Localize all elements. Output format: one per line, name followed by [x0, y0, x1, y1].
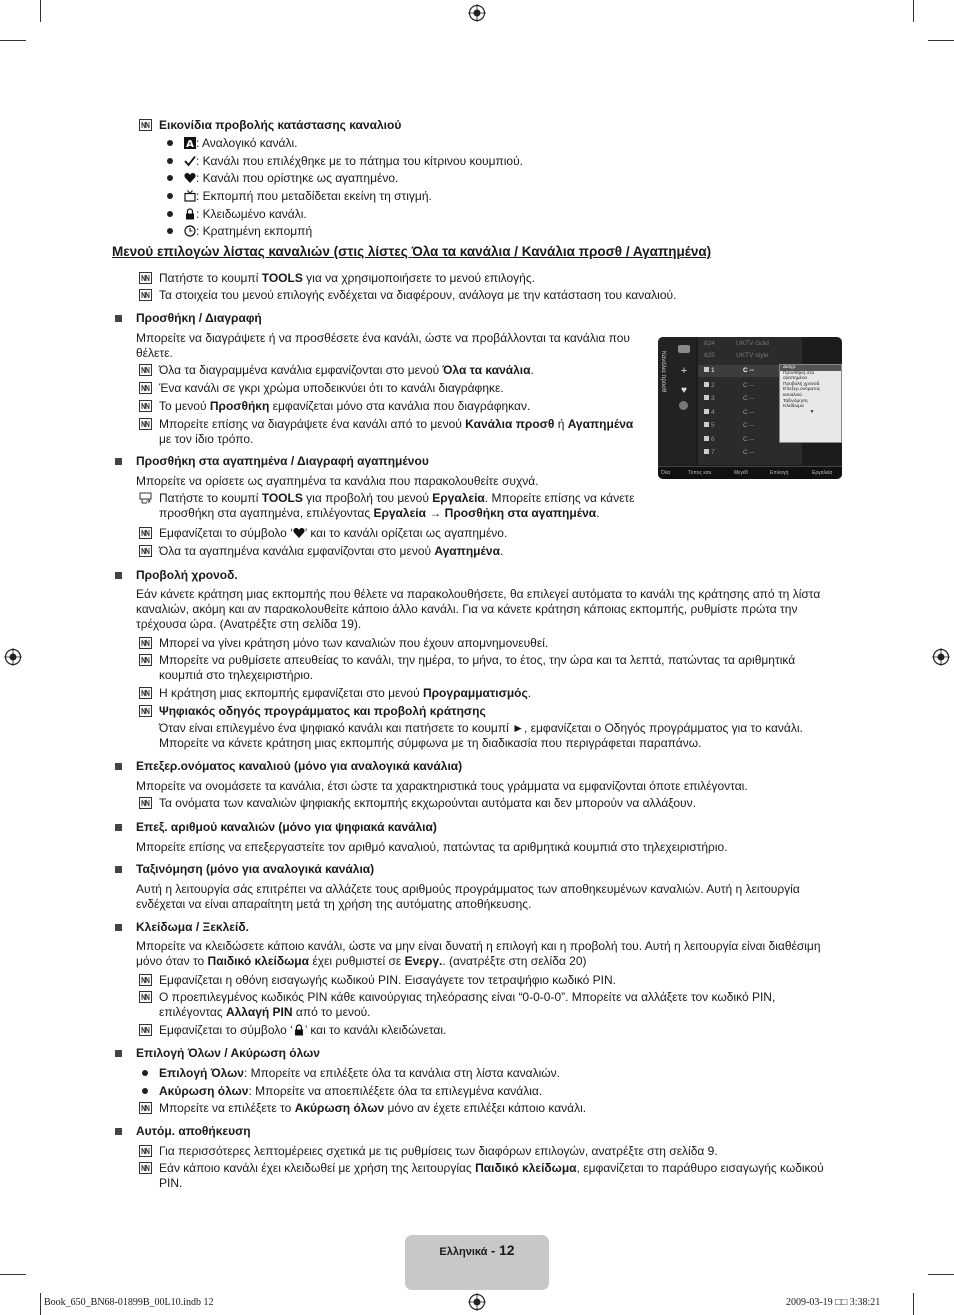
tv-channel-name: UKTV Gold [736, 340, 769, 347]
crop-mark [913, 1293, 914, 1315]
crop-mark [928, 40, 954, 41]
heading-rename: Επεξερ.ονόματος καναλιού (μόνο για αναλογικά κανάλια) [136, 759, 463, 773]
print-date: 2009-03-19 □□ 3:38:21 [786, 1297, 881, 1308]
list-item: Ακύρωση όλων: Μπορείτε να αποεπιλέξετε όλα τα επιλεγμένα κανάλια. [159, 1084, 543, 1098]
registration-mark-icon [4, 648, 22, 666]
tip-text: Πατήστε το κουμπί TOOLS για προβολή του μενού Εργαλεία. Μπορείτε επίσης να κάνετε [159, 491, 635, 505]
crop-mark [40, 0, 41, 22]
list-item: : Εκπομπή που μεταδίδεται εκείνη τη στιγμή. [184, 189, 432, 204]
bullet [142, 1070, 148, 1076]
crop-mark [928, 1274, 954, 1275]
paragraph: θέλετε. [136, 346, 173, 360]
list-item: : Κανάλι που επιλέχθηκε με το πάτημα του κίτρινου κουμπιού. [184, 154, 523, 169]
square-bullet [115, 824, 122, 831]
antenna-icon [678, 345, 690, 353]
tv-channel-row [704, 367, 780, 374]
popup-item: καναλιού [783, 392, 803, 398]
note-text: Μπορείτε να κάνετε κράτηση μιας εκπομπής σύμφωνα με τη διαδικασία που περιγράφεται παραπάνω. [159, 736, 702, 750]
tv-channel-number: 4 [711, 409, 715, 416]
note-text: Τα ονόματα των καναλιών ψηφιακής εκπομπής εκχωρούνται αυτόματα και δεν μπορούν να αλλάξουν. [159, 796, 696, 810]
crop-mark [0, 40, 26, 41]
tv-channel-number: 6 [711, 436, 715, 443]
tv-channel-name: C -- [743, 382, 754, 389]
note-icon [139, 1162, 152, 1174]
icons-title: Εικονίδια προβολής κατάστασης καναλιού [159, 118, 402, 132]
bullet [167, 175, 173, 181]
note-text: Μπορεί να γίνει κράτηση μόνο των καναλιών που έχουν απομνημονευθεί. [159, 636, 549, 650]
note-icon [139, 364, 152, 376]
square-bullet [115, 315, 122, 322]
note-icon [139, 1145, 152, 1157]
tv-footer-item: Εργαλεία [812, 470, 833, 476]
note-text: κουμπιά στο τηλεχειριστήριο. [159, 668, 314, 682]
paragraph: Μπορείτε επίσης να επεξεργαστείτε τον αριθμό καναλιού, πατώντας τα αριθμητικά κουμπιά στο τηλεχειριστήριο. [136, 840, 728, 854]
channel-type-icon [704, 367, 709, 372]
note-text: Εμφανίζεται η οθόνη εισαγωγής κωδικού PIN. Εισαγάγετε τον τετραψήφιο κωδικό PIN. [159, 973, 617, 987]
channel-type-icon [704, 382, 709, 387]
note-icon [139, 991, 152, 1003]
tv-channel-number: 824 [704, 340, 715, 347]
tv-channel-row [704, 409, 780, 416]
crop-mark [40, 1293, 41, 1315]
tv-channel-row [704, 382, 780, 389]
note-icon [139, 797, 152, 809]
section-title: Μενού επιλογών λίστας καναλιών (στις λίστες Όλα τα κανάλια / Κανάλια προσθ / Αγαπημένα) [112, 244, 712, 259]
tv-footer-item: Επιλογή [770, 470, 789, 476]
tv-channel-row [704, 352, 780, 359]
tv-footer-item: Όλα [661, 470, 671, 476]
list-item: Επιλογή Όλων: Μπορείτε να επιλέξετε όλα τα κανάλια στη λίστα καναλιών. [159, 1066, 560, 1080]
tv-channel-row [704, 395, 780, 402]
channel-type-icon [704, 449, 709, 454]
crop-mark [0, 1274, 26, 1275]
popup-item: Διαγρ. [780, 365, 841, 371]
heading-renumber: Επεξ. αριθμού καναλιών (μόνο για ψηφιακά κανάλια) [136, 820, 437, 834]
note-icon [139, 545, 152, 557]
heart-icon [293, 527, 305, 539]
list-item: : Κλειδωμένο κανάλι. [184, 207, 307, 222]
tv-channel-number: 5 [711, 422, 715, 429]
tv-channel-name: C -- [743, 395, 754, 402]
tv-channel-row [704, 449, 780, 456]
popup-item: Ταξινόμηση [783, 398, 808, 404]
heading-autostore: Αυτόμ. αποθήκευση [136, 1124, 251, 1138]
page-number: Ελληνικά - 12 [439, 1242, 515, 1258]
popup-item: Προβολή χρονοδ. [783, 381, 821, 387]
heart-icon [184, 172, 196, 184]
list-item: : Κρατημένη εκπομπή [184, 224, 312, 239]
note-icon [139, 654, 152, 666]
note-icon [139, 119, 152, 131]
note-text: PIN. [159, 1176, 183, 1190]
square-bullet [115, 924, 122, 931]
page-number-tab [405, 1235, 549, 1290]
tv-channel-row [704, 422, 780, 429]
note-text: Το μενού Προσθήκη εμφανίζεται μόνο στα κανάλια που διαγράφηκαν. [159, 399, 531, 413]
tip-text: προσθήκη στα αγαπημένα, επιλέγοντας Εργαλεία → Προσθήκη στα αγαπημένα. [159, 506, 600, 520]
square-bullet [115, 458, 122, 465]
heading-timer: Προβολή χρονοδ. [136, 568, 238, 582]
square-bullet [115, 866, 122, 873]
tv-channel-row [704, 436, 780, 443]
note-icon [139, 400, 152, 412]
note-icon [139, 687, 152, 699]
list-item: A : Αναλογικό κανάλι. [184, 136, 297, 151]
heading-select-all: Επιλογή Όλων / Ακύρωση όλων [136, 1046, 320, 1060]
crop-mark [913, 0, 914, 22]
tv-side-label: Κανάλια προσθ [660, 351, 666, 393]
note-text: Ψηφιακός οδηγός προγράμματος και προβολή κράτησης [159, 704, 486, 718]
channel-type-icon [704, 409, 709, 414]
tv-footer-item: Τύπος καν. [688, 470, 713, 476]
tv-channel-number: 1 [711, 367, 715, 374]
tv-icon [184, 190, 196, 202]
lock-icon [293, 1024, 305, 1036]
note-text: Εμφανίζεται το σύμβολο ‘ ’ και το κανάλι κλειδώνεται. [159, 1023, 447, 1037]
note-text: Η κράτηση μιας εκπομπής εμφανίζεται στο μενού Προγραμματισμός. [159, 686, 532, 700]
note-text: Τα στοιχεία του μενού επιλογής ενδέχεται να διαφέρουν, ανάλογα με την κατάσταση του καναλιού. [159, 288, 677, 302]
square-bullet [115, 572, 122, 579]
popup-item: Επεξερ.ονόματος [783, 387, 821, 393]
tv-tools-popup [779, 364, 842, 443]
note-icon [139, 272, 152, 284]
tv-channel-name: UKTV style [736, 352, 769, 359]
note-icon [139, 382, 152, 394]
note-text: Ένα κανάλι σε γκρι χρώμα υποδεικνύει ότι το κανάλι διαγράφηκε. [159, 381, 504, 395]
popup-item: Κλείδωμα [783, 404, 804, 410]
svg-text:A: A [186, 139, 194, 149]
square-bullet [115, 763, 122, 770]
tv-channel-number: 3 [711, 395, 715, 402]
tv-channel-name: C -- [743, 367, 754, 374]
tv-sidebar [658, 337, 696, 465]
heart-icon: ♥ [681, 385, 687, 396]
tools-icon [139, 492, 152, 504]
paragraph: ενδέχεται να είναι απαραίτητη μετά τη χρήση της αυτόματης αποθήκευσης. [136, 897, 532, 911]
square-bullet [115, 1128, 122, 1135]
tv-channel-list-screenshot [658, 337, 842, 479]
tv-footer-item: Μεγέθ [734, 470, 748, 476]
note-icon [139, 527, 152, 539]
square-bullet [115, 1050, 122, 1057]
paragraph: Εάν κάνετε κράτηση μιας εκπομπής που θέλετε να παρακολουθήσετε, θα επιλεγεί αυτόματα το κανάλι της κράτησης από τη λίστα [136, 587, 821, 601]
note-icon [139, 637, 152, 649]
note-icon [139, 705, 152, 717]
note-icon [139, 1024, 152, 1036]
bullet [167, 211, 173, 217]
tv-channel-name: C -- [743, 436, 754, 443]
tv-channel-number: 2 [711, 382, 715, 389]
note-text: Μπορείτε να επιλέξετε το Ακύρωση όλων μόνο αν έχετε επιλέξει κάποιο κανάλι. [159, 1101, 587, 1115]
note-text: Εμφανίζεται το σύμβολο ‘ ’ και το κανάλι ορίζεται ως αγαπημένο. [159, 526, 508, 540]
popup-item: αγαπημένα [783, 376, 807, 382]
heading-lock: Κλείδωμα / Ξεκλείδ. [136, 920, 249, 934]
analog-channel-icon [184, 137, 196, 149]
paragraph: τρέχουσα ώρα. (Ανατρέξτε στη σελίδα 19). [136, 617, 362, 631]
tv-channel-number: 825 [704, 352, 715, 359]
paragraph: Αυτή η λειτουργία σάς επιτρέπει να αλλάζετε τους αριθμούς προγράμματος των αποθηκευμένων καναλιών. Αυτή η λειτουργία [136, 882, 800, 896]
note-text: Όλα τα αγαπημένα κανάλια εμφανίζονται στο μενού Αγαπημένα. [159, 544, 504, 558]
paragraph: Μπορείτε να διαγράψετε ή να προσθέσετε ένα κανάλι, ώστε να προβάλλονται τα κανάλια που [136, 331, 630, 345]
tv-channel-name: C -- [743, 409, 754, 416]
tv-channel-name: C -- [743, 422, 754, 429]
paragraph: μόνο όταν το Παιδικό κλείδωμα έχει ρυθμιστεί σε Ενεργ.. (ανατρέξτε στη σελίδα 20) [136, 954, 587, 968]
channel-type-icon [704, 395, 709, 400]
note-text: Μπορείτε επίσης να διαγράψετε ένα κανάλι από το μενού Κανάλια προσθ ή Αγαπημένα [159, 417, 634, 431]
bullet [167, 140, 173, 146]
note-icon [139, 1102, 152, 1114]
note-icon [139, 974, 152, 986]
tv-footer [658, 466, 842, 479]
note-text: Μπορείτε να ρυθμίσετε απευθείας το κανάλι, την ημέρα, το μήνα, το έτος, την ώρα και τα λεπτά, πατώντας τα αριθμητικά [159, 653, 796, 667]
note-icon [139, 289, 152, 301]
heading-sort: Ταξινόμηση (μόνο για αναλογικά κανάλια) [136, 862, 375, 876]
note-icon [139, 418, 152, 430]
registration-mark-icon [468, 1293, 486, 1311]
tv-channel-row [704, 340, 780, 347]
note-text: Ο προεπιλεγμένος κωδικός PIN κάθε καινούργιας τηλεόρασης είναι “0-0-0-0”. Μπορείτε να αλλάξετε τον κωδικό PIN, [159, 990, 776, 1004]
registration-mark-icon [932, 648, 950, 666]
note-text: με τον ίδιο τρόπο. [159, 432, 254, 446]
registration-mark-icon [468, 4, 486, 22]
check-icon [184, 155, 196, 167]
note-text: Όταν είναι επιλεγμένο ένα ψηφιακό κανάλι και πατήσετε το κουμπί ►, εμφανίζεται ο Οδηγός προγράμματος για το κανάλι. [159, 721, 803, 735]
tv-channel-name: C -- [743, 449, 754, 456]
file-info: Book_650_BN68-01899B_00L10.indb 12 [44, 1297, 214, 1308]
note-text: επιλέγοντας Αλλαγή PIN από το μενού. [159, 1005, 371, 1019]
note-text: Όλα τα διαγραμμένα κανάλια εμφανίζονται στο μενού Όλα τα κανάλια. [159, 363, 534, 377]
popup-item: Προσθήκη στα [783, 370, 815, 376]
heading-favorites: Προσθήκη στα αγαπημένα / Διαγραφή αγαπημένου [136, 454, 429, 468]
note-text: Εάν κάποιο κανάλι έχει κλειδωθεί με χρήση της λειτουργίας Παιδικό κλείδωμα, εμφανίζεται το παράθυρο εισαγωγής κωδικού [159, 1161, 824, 1175]
heading-add-delete: Προσθήκη / Διαγραφή [136, 311, 262, 325]
note-text: Πατήστε το κουμπί TOOLS για να χρησιμοποιήσετε το μενού επιλογής. [159, 271, 535, 285]
paragraph: Μπορείτε να ονομάσετε τα κανάλια, έτσι ώστε τα χαρακτηριστικά τους γράμματα να εμφανίζονται όποτε επιλέγονται. [136, 779, 748, 793]
recording-icon [679, 401, 688, 410]
bullet [167, 158, 173, 164]
paragraph: Μπορείτε να κλειδώσετε κάποιο κανάλι, ώστε να μην είναι δυνατή η επιλογή και η προβολή του. Αυτή η λειτουργία είναι διαθέσιμη [136, 939, 821, 953]
paragraph: Μπορείτε να ορίσετε ως αγαπημένα τα κανάλια που παρακολουθείτε συχνά. [136, 474, 539, 488]
channel-type-icon [704, 436, 709, 441]
channel-type-icon [704, 422, 709, 427]
bullet [167, 193, 173, 199]
lock-icon [184, 208, 196, 220]
tv-channel-number: 7 [711, 449, 715, 456]
list-item: : Κανάλι που ορίστηκε ως αγαπημένο. [184, 171, 398, 186]
plus-icon: + [680, 365, 688, 377]
bullet [167, 228, 173, 234]
note-text: Για περισσότερες λεπτομέρειες σχετικά με τις ρυθμίσεις των διαφόρων επιλογών, ανατρέξτε στη σελίδα 9. [159, 1144, 718, 1158]
clock-icon [184, 225, 196, 237]
paragraph: καναλιών, ακόμη και αν παρακολουθείτε κάποιο άλλο κανάλι. Για να κάνετε κράτηση κάποιας εκπομπής, ρυθμίστε πρώτα την [136, 602, 798, 616]
popup-scroll-icon: ▼ [809, 409, 815, 415]
bullet [142, 1088, 148, 1094]
